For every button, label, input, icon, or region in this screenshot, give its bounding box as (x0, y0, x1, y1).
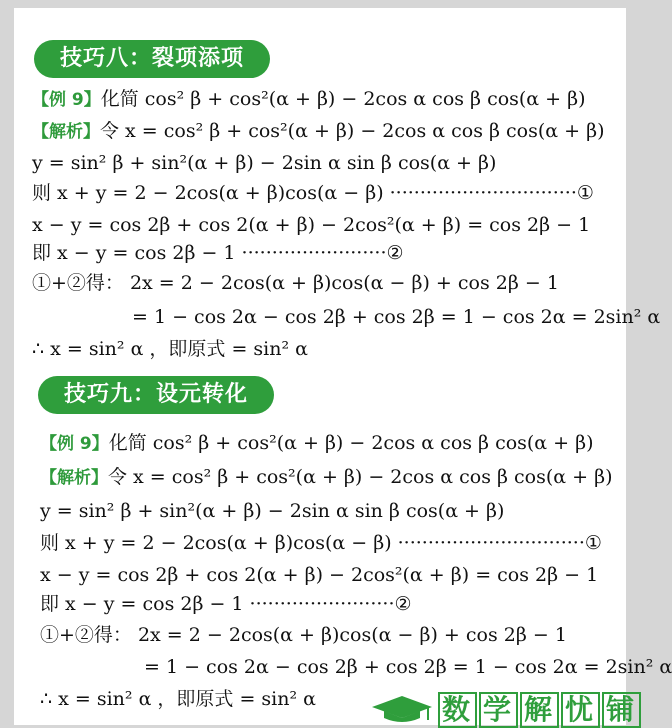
math-line: ①+②得： 2x = 2 − 2cos(α + β)cos(α − β) + cos 2β − 1 (40, 624, 567, 646)
example-text: 化简 cos² β + cos²(α + β) − 2cos α cos β cos(α + β) (108, 432, 594, 454)
watermark-logo (364, 688, 638, 726)
math-line: 即 x − y = cos 2β − 1 ························② (40, 593, 412, 615)
math-line: y = sin² β + sin²(α + β) − 2sin α sin β cos(α + β) (40, 500, 505, 522)
math-line: y = sin² β + sin²(α + β) − 2sin α sin β cos(α + β) (32, 152, 497, 174)
logo-text: 数 学 解 忧 铺 (438, 692, 643, 728)
math-line: = 1 − cos 2α − cos 2β + cos 2β = 1 − cos 2α = 2sin² α (132, 306, 661, 328)
math-line: = 1 − cos 2α − cos 2β + cos 2β = 1 − cos 2α = 2sin² α (144, 656, 672, 678)
math-line: ∴ x = sin² α ，即原式 = sin² α (40, 688, 316, 710)
math-line: 则 x + y = 2 − 2cos(α + β)cos(α − β) ·······························① (32, 182, 594, 204)
math-line: 即 x − y = cos 2β − 1 ························② (32, 242, 404, 264)
math-line: 则 x + y = 2 − 2cos(α + β)cos(α − β) ·······························① (40, 532, 602, 554)
analysis-text: 令 x = cos² β + cos²(α + β) − 2cos α cos β cos(α + β) (108, 466, 613, 488)
analysis-line (32, 118, 605, 145)
math-line: ∴ x = sin² α ，即原式 = sin² α (32, 338, 308, 360)
example-line (32, 86, 586, 113)
math-line: x − y = cos 2β + cos 2(α + β) − 2cos²(α + β) = cos 2β − 1 (40, 564, 599, 586)
analysis-tag: 【解析】 (32, 122, 100, 142)
analysis-text: 令 x = cos² β + cos²(α + β) − 2cos α cos β cos(α + β) (100, 120, 605, 142)
analysis-line (40, 464, 613, 491)
graduation-cap-icon (370, 694, 434, 724)
example-tag: 【例 9】 (40, 434, 109, 454)
example-tag: 【例 9】 (32, 90, 101, 110)
analysis-tag: 【解析】 (40, 468, 108, 488)
math-line: x − y = cos 2β + cos 2(α + β) − 2cos²(α + β) = cos 2β − 1 (32, 214, 591, 236)
example-text: 化简 cos² β + cos²(α + β) − 2cos α cos β cos(α + β) (100, 88, 586, 110)
example-line (40, 430, 594, 457)
document-page (14, 8, 672, 726)
section-title: 技巧八：裂项添项 (34, 40, 270, 78)
section-title: 技巧九：设元转化 (38, 376, 274, 414)
math-line: ①+②得： 2x = 2 − 2cos(α + β)cos(α − β) + cos 2β − 1 (32, 272, 559, 294)
